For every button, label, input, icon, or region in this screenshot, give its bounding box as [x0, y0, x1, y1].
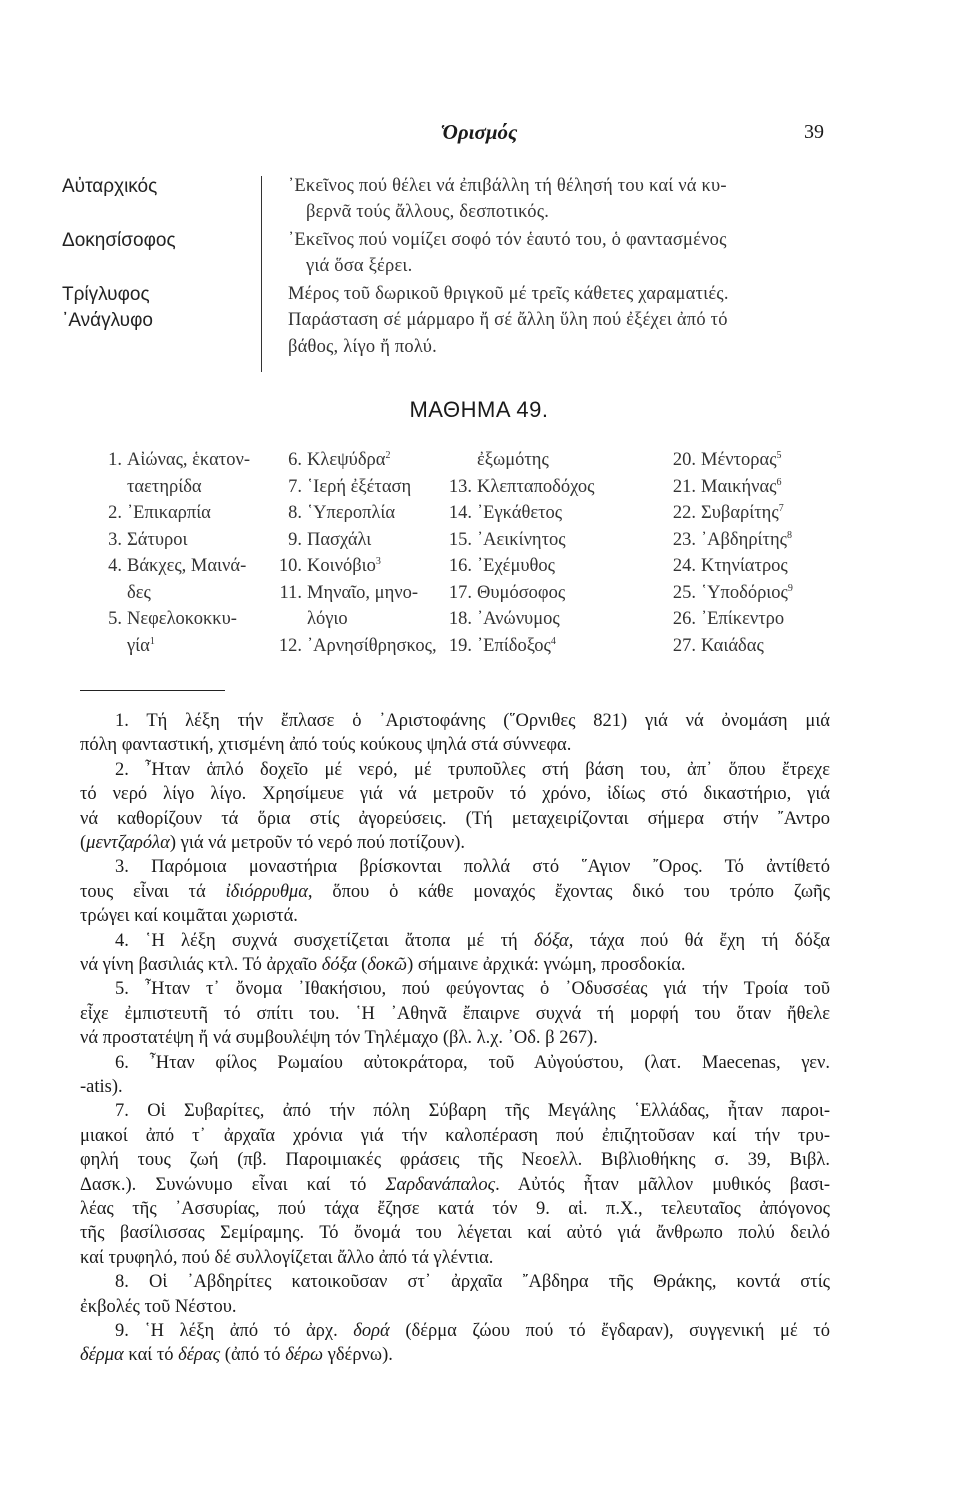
item-number: 17. [448, 582, 472, 603]
footnote-line [80, 735, 830, 756]
footnote-line [115, 979, 830, 1000]
footnote-line [115, 1053, 830, 1074]
item-text: ᾿Αβδηρίτης [701, 529, 787, 550]
word-list-item [98, 556, 246, 577]
lesson-title: ΜΑΘΗΜΑ 49. [409, 397, 549, 422]
item-text: Κλεπταποδόχος [477, 476, 595, 497]
word-list-item [98, 583, 151, 604]
footnote-text: 3. Παρόμοια μοναστήρια βρίσκονται πολλά στό ῞Αγιον ῎Ορος. Τό ἀντίθετό [115, 857, 830, 878]
item-number: 13. [448, 476, 472, 497]
item-text: Κλεψύδρα [307, 450, 386, 471]
item-number: 2. [108, 503, 122, 523]
word-list-item [266, 636, 437, 657]
footnote-text: νά καθορίζουν τά ὅρια στίς ἀγορεύσεις. (Τή μεταχειρίζονται σήμερα στήν ῎Αντρο [80, 808, 830, 829]
item-text: Νεφελοκοκκυ- [127, 609, 237, 629]
word-list-item [666, 477, 782, 498]
footnote-line [80, 833, 830, 854]
word-list-item [666, 503, 784, 524]
italic-term: δοκῶ [367, 955, 408, 975]
item-number: 4. [108, 556, 122, 576]
footnote-text: νά προστατέψη ἤ νά συμβουλέψη τόν Τηλέμαχο (βλ. λ.χ. ᾿Οδ. β 267). [80, 1028, 598, 1049]
word-list-item [98, 503, 211, 524]
item-number: 18. [448, 609, 472, 629]
footnote-line [80, 809, 830, 830]
definition-line: βερνᾶ τούς ἄλλους, δεσποτικός. [306, 202, 550, 222]
item-number: 7. [288, 476, 302, 497]
footnote-text: καί τρυφηλό, πού δέ συλλογίζεται ἄλλο ἀπό τά γλέντια. [80, 1247, 494, 1268]
footnote-marker: 3 [375, 556, 381, 567]
item-number: 21. [672, 476, 696, 497]
item-text: Συβαρίτης [701, 503, 779, 524]
italic-term: δορά [353, 1321, 390, 1341]
word-list-item [266, 609, 348, 630]
word-list-item [666, 609, 784, 630]
item-text: Κτηνίατρος [701, 556, 788, 576]
item-number: 6. [288, 450, 302, 471]
item-text: Μέντορας [701, 450, 777, 471]
footnote-text: . Αὐτός ἦταν μᾶλλον μυθικός βασι- [495, 1174, 830, 1195]
footnote-line [80, 906, 830, 927]
word-list-item [436, 583, 565, 604]
footnote-marker: 7 [778, 503, 784, 514]
footnote-text: εἶχε ἐμπιστευτῆ τό σπίτι του. ῾Η ᾿Αθηνᾶ ἔπαιρνε συχνά τή μορφή του ὅταν ἤθελε [80, 1003, 830, 1024]
definition-line: ᾿Εκεῖνος πού νομίζει σοφό τόν ἑαυτό του, ὁ φαντασμένος [288, 230, 727, 250]
italic-term: δέρμα [80, 1345, 124, 1366]
item-number: 22. [672, 503, 696, 524]
definition-term: Τρίγλυφος [62, 284, 150, 305]
footnote-text: (δέρμα ζώου πού τό ἔγδαραν), συγγενική μέ τό [389, 1321, 830, 1341]
definition-line: Παράσταση σέ μάρμαρο ἤ σέ ἄλλη ὕλη πού ἐξέχει ἀπό τό [288, 310, 728, 330]
italic-term: δόξα [534, 930, 569, 951]
word-list-item [436, 609, 560, 630]
item-number: 3. [108, 529, 122, 550]
footnote-text: τρώγει καί κοιμᾶται χωριστά. [80, 906, 298, 927]
item-number: 25. [672, 582, 696, 603]
item-number: 8. [288, 503, 302, 523]
footnote-text: γδέρνω). [323, 1345, 393, 1366]
footnote-text: 8. Οἱ ᾿Αβδηρίτες κατοικοῦσαν στ᾿ ἀρχαῖα ῎Αβδηρα τῆς Θράκης, κοντά στίς [115, 1272, 830, 1293]
footnote-line [80, 882, 830, 903]
definition-term: Δοκησίσοφος [62, 230, 176, 251]
footnote-marker: 2 [385, 450, 391, 461]
footnote-text: 9. ῾Η λέξη ἀπό τό ἀρχ. [115, 1321, 354, 1341]
footnote-text: (ἀπό τό [220, 1345, 286, 1366]
word-list-item [98, 450, 250, 471]
word-list-item [266, 477, 411, 498]
item-text: ᾿Επίδοξος [477, 635, 551, 656]
word-list-item [666, 530, 792, 551]
word-list-item [436, 450, 549, 471]
footnote-text: τῆς βασίλισσας Σεμίραμης. Τό ὄνομά του λέγεται καί αὐτό γιά ἄνθρωπο πολύ δειλό [80, 1223, 830, 1244]
footnote-line [80, 1077, 830, 1098]
word-list-item [666, 583, 793, 604]
footnote-line [115, 711, 830, 732]
word-list-item [666, 636, 764, 657]
item-number: 15. [448, 529, 472, 550]
item-text: ᾿Αεικίνητος [477, 529, 566, 550]
word-list-item [666, 556, 788, 577]
footnote-text: 4. ῾Η λέξη συχνά συσχετίζεται ἄτοπα μέ τή [115, 930, 534, 951]
definition-line: βάθος, λίγο ἤ πολύ. [288, 337, 437, 357]
footnote-text: ( [356, 955, 368, 975]
footnote-line [80, 1004, 830, 1025]
item-number: 20. [672, 450, 696, 471]
footnote-marker: 8 [786, 529, 792, 541]
footnote-text: πόλη φανταστική, χτισμένη ἀπό τούς κούκους ψηλά στά σύννεφα. [80, 735, 572, 756]
footnote-line [115, 1272, 830, 1293]
italic-term: μεντζαρόλα [86, 833, 170, 853]
word-list-item [98, 477, 202, 498]
item-number: 19. [448, 635, 472, 656]
item-text: ᾿Επίκεντρο [701, 609, 785, 629]
item-text: ᾿Ανώνυμος [477, 609, 560, 629]
definition-term: ᾿Ανάγλυφο [62, 310, 153, 331]
footnote-line [80, 1150, 830, 1171]
word-list-item [98, 636, 155, 657]
item-number: 24. [672, 556, 696, 576]
footnote-marker: 6 [776, 476, 782, 488]
item-text: Βάκχες, Μαινά- [127, 556, 247, 576]
item-number: 26. [672, 609, 696, 629]
italic-term: Σαρδανάπαλος [385, 1174, 496, 1195]
footnote-line [115, 1321, 830, 1342]
word-list-item [266, 556, 381, 577]
footnote-line [80, 1297, 830, 1318]
item-number: 14. [448, 503, 472, 523]
item-text: Αἰώνας, ἑκατον- [127, 450, 250, 470]
footnote-marker: 4 [550, 635, 556, 647]
word-list-item [436, 636, 556, 657]
footnote-text: λέας τῆς ᾿Ασσυρίας, πού τάχα ἔζησε κατά τόν 9. αἱ. π.Χ., τελευταῖος ἀπόγονος [80, 1199, 830, 1219]
item-text: Καιάδας [701, 635, 764, 656]
footnote-text: νά γίνη βασιλιάς κτλ. Τό ἀρχαῖο [80, 955, 322, 975]
item-number: 12. [278, 635, 302, 656]
word-list-item [436, 556, 555, 577]
item-text: ταετηρίδα [127, 476, 202, 497]
definition-line: γιά ὅσα ξέρει. [306, 256, 413, 276]
footnote-text: 6. ῏Ηταν φίλος Ρωμαίου αὐτοκράτορα, τοῦ Αὐγούστου, (λατ. Maecenas, γεν. [115, 1052, 830, 1073]
footnote-line [115, 931, 830, 952]
footnote-text: μιακοί ἀπό τ᾿ ἀρχαῖα χρόνια γιά τήν καλοπέραση πού ἐπιζητοῦσαν καί τήν τρυ- [80, 1125, 830, 1146]
footnote-text: , ὅπου ὁ κάθε μοναχός ἔχοντας δικό του τρόπο ζωῆς [307, 881, 831, 902]
item-text: γία [127, 635, 150, 656]
item-number: 16. [448, 556, 472, 576]
footnote-rule [80, 690, 225, 691]
item-text: Μηναῖο, μηνο- [307, 582, 419, 603]
footnote-line [80, 1028, 830, 1049]
word-list-item [666, 450, 782, 471]
italic-term: δέρω [285, 1345, 324, 1366]
footnote-line [115, 760, 830, 781]
footnote-line [80, 1175, 830, 1196]
item-text: ῾Ιερή ἐξέταση [307, 476, 412, 497]
item-number: 9. [288, 529, 302, 550]
item-number: 27. [672, 635, 696, 656]
italic-term: δέρας [178, 1345, 221, 1366]
footnote-line [80, 1345, 830, 1366]
footnote-text: 5. ῏Ηταν τ᾿ ὄνομα ᾿Ιθακήσιου, πού φεύγοντας ὁ ᾿Οδυσσέας γιά τήν Τροία τοῦ [115, 979, 830, 1000]
item-text: ᾿Αρνησίθρησκος, [307, 635, 437, 656]
footnote-text: ) γιά νά μετροῦν τό νερό πού ποτίζουν). [169, 833, 466, 853]
column-divider [261, 176, 262, 372]
page-number: 39 [804, 121, 824, 143]
item-text: ῾Υποδόριος [701, 582, 788, 603]
item-text: ᾿Επικαρπία [127, 503, 211, 523]
item-text: Σάτυροι [127, 529, 188, 550]
footnote-text: καί τό [123, 1345, 179, 1366]
word-list-item [266, 503, 395, 524]
footnote-line [80, 1248, 830, 1269]
italic-term: ἰδιόρρυθμα [225, 881, 308, 902]
running-title: Ὁρισμός [440, 120, 518, 144]
word-list-item [98, 609, 237, 630]
italic-term: δόξα [321, 955, 357, 975]
footnote-line [80, 1199, 830, 1220]
item-text: λόγιο [307, 609, 348, 629]
footnote-line [115, 857, 830, 878]
footnote-marker: 1 [149, 635, 155, 647]
definition-term: Αὐταρχικός [62, 176, 158, 197]
footnote-text: τό νερό λίγο λίγο. Χρησίμευε γιά νά μετροῦν τό χρόνο, ἰδίως στό δικαστήριο, γιά [80, 784, 830, 805]
word-list-item [266, 583, 418, 604]
footnote-text: τους εἶναι τά [80, 881, 226, 902]
item-text: ῾Υπεροπλία [307, 503, 396, 523]
footnote-marker: 9 [787, 582, 793, 594]
footnote-text: 2. ῏Ηταν ἁπλό δοχεῖο μέ νερό, μέ τρυποῦλες στή βάση του, ἀπ᾿ ὅπου ἔτρεχε [115, 759, 830, 780]
footnote-line [80, 1126, 830, 1147]
footnote-text: Δασκ.). Συνώνυμο εἶναι καί τό [80, 1174, 386, 1195]
word-list-item [266, 450, 390, 471]
definition-line: Μέρος τοῦ δωρικοῦ θριγκοῦ μέ τρεῖς κάθετες χαραματιές. [288, 284, 729, 304]
item-number: 10. [278, 556, 302, 577]
word-list-item [266, 530, 371, 551]
item-number: 11. [279, 582, 302, 603]
footnote-text: 1. Τή λέξη τήν ἔπλασε ὁ ᾿Αριστοφάνης (῞Ορνιθες 821) γιά νά ὀνομάση μιά [115, 711, 830, 731]
item-text: Κοινόβιο [307, 556, 376, 577]
item-text: Μαικήνας [701, 476, 777, 497]
word-list-item [98, 530, 188, 551]
footnote-line [80, 1223, 830, 1244]
footnote-marker: 5 [776, 450, 782, 461]
item-number: 5. [108, 609, 122, 629]
footnote-line [80, 784, 830, 805]
definition-line: ᾿Εκεῖνος πού θέλει νά ἐπιβάλλη τή θέλησή του καί νά κυ- [288, 176, 727, 196]
footnote-text: , τάχα πού θά ἔχη τή δόξα [568, 930, 830, 951]
footnote-text: 7. Οἱ Συβαρίτες, ἀπό τήν πόλη Σύβαρη τῆς Μεγάλης ῾Ελλάδας, ἦταν παροι- [115, 1101, 830, 1122]
item-number: 23. [672, 529, 696, 550]
footnote-text: ( [80, 833, 87, 853]
item-number: 1. [108, 450, 122, 470]
item-text: Πασχάλι [307, 529, 372, 550]
footnote-line [80, 955, 830, 976]
footnote-text: -atis). [80, 1077, 123, 1097]
item-text: ᾿Εχέμυθος [477, 556, 555, 576]
item-text: δες [127, 582, 151, 603]
word-list-item [436, 503, 562, 524]
footnote-text: ) σήμαινε ἀρχικά: γνώμη, προσδοκία. [407, 955, 686, 975]
item-text: ἐξωμότης [477, 450, 549, 470]
word-list-item [436, 477, 595, 498]
item-text: ᾿Εγκάθετος [477, 503, 563, 523]
footnote-text: ἐκβολές τοῦ Νέστου. [80, 1296, 237, 1317]
word-list-item [436, 530, 566, 551]
item-text: Θυμόσοφος [477, 582, 566, 603]
footnote-line [115, 1101, 830, 1122]
footnote-text: φηλή τους ζωή (πβ. Παροιμιακές φράσεις τῆς Νεοελλ. Βιβλιοθήκης σ. 39, Βιβλ. [80, 1150, 830, 1171]
